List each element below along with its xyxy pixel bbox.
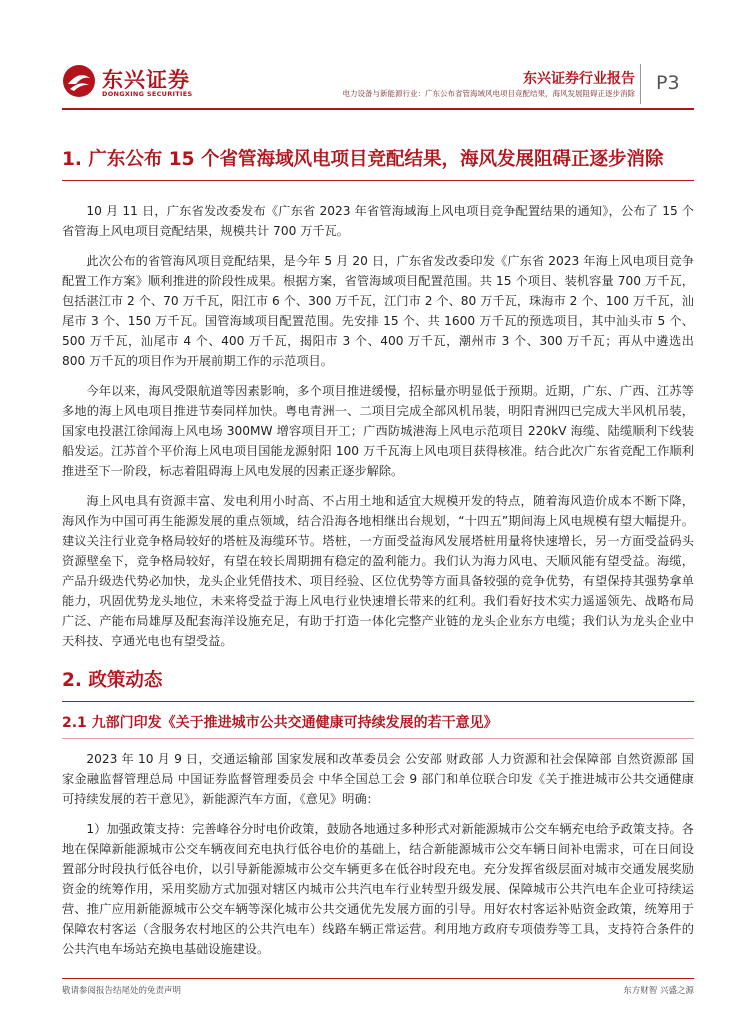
report-subtitle: 电力设备与新能源行业：广东公布省管海域风电项目竞配结果，海风发展阻碍正逐步消除 [342,89,635,98]
section-2-1-paragraph-1: 2023 年 10 月 9 日，交通运输部 国家发展和改革委员会 公安部 财政部 人力资源和社会保障部 自然资源部 国家金融监督管理总局 中国证券监督管理委员会 中华全国总工会 9 部门和单位联合印发《关于推进城市公共交通健康可持续发展的若干意见》，新能源汽车方面，《意见》明确： [62,752,694,806]
header-rule [62,108,694,110]
section-1-paragraph-4: 海上风电具有资源丰富、发电利用小时高、不占用土地和适宜大规模开发的特点，随着海风造价成本不断下降，海风作为中国可再生能源发展的重点领域，结合沿海各地相继出台规划，“十四五”期间海上风电规模有望大幅提升。建议关注行业竞争格局较好的塔桩及海缆环节。塔桩，一方面受益海风发展塔桩用量将快速增长，另一方面受益码头资源壁垒下，竞争格局较好，有望在较长周期拥有稳定的盈利能力。我们认为海力风电、天顺风能有望受益。海缆，产品升级迭代势必加快，龙头企业凭借技术、项目经验、区位优势等方面具备较强的竞争优势，有望保持其强势拿单能力，巩固优势龙头地位，未来将受益于海上风电行业快速增长带来的红利。我们看好技术实力遥遥领先、战略布局广泛、产能布局雄厚及配套海洋设施充足，有助于打造一体化完整产业链的龙头企业东方电缆；我们认为龙头企业中天科技、亨通光电也有望受益。 [62,494,694,648]
section-1-paragraph-3: 今年以来，海风受限航道等因素影响，多个项目推进缓慢，招标量亦明显低于预期。近期，广东、广西、江苏等多地的海上风电项目推进节奏同样加快。粤电青洲一、二项目完成全部风机吊装，明阳青洲四已完成大半风机吊装，国家电投湛江徐闻海上风电场 300MW 增容项目开工；广西防城港海上风电示范项目 220kV 海缆、陆缆顺利下线装船发运。江苏首个平价海上风电项目国能龙源射阳 100 万千瓦海上风电项目获得核准。结合此次广东省竞配工作顺利推进至下一阶段，标志着阻碍海上风电发展的因素正逐步解除。 [62,384,694,478]
page-footer [62,978,694,999]
section-1-heading: 1. 广东公布 15 个省管海域风电项目竞配结果，海风发展阻碍正逐步消除 [62,140,694,181]
section-2-1-paragraph-2: 1）加强政策支持：完善峰谷分时电价政策，鼓励各地通过多种形式对新能源城市公交车辆充电给予政策支持。各地在保障新能源城市公交车辆夜间充电执行低谷电价的基础上，结合新能源城市公交车辆日间补电需求，可在日间设置部分时段执行低谷电价，以引导新能源城市公交车辆更多在低谷时段充电。充分发挥省级层面对城市交通发展奖励资金的统筹作用，采用奖励方式加强对辖区内城市公共汽电车行业转型升级发展、保障城市公共汽电车企业可持续运营、推广应用新能源城市公交车辆等深化城市公共交通优先发展方面的引导。用好农村客运补贴资金政策，统筹用于保障农村客运（含服务农村地区的公共汽电车）线路车辆正常运营。利用地方政府专项债券等工具，支持符合条件的公共汽电车场站充换电基础设施建设。 [62,822,694,956]
page-number: P3 [656,72,680,94]
section-1-paragraph-1: 10 月 11 日，广东省发改委发布《广东省 2023 年省管海域海上风电项目竞争配置结果的通知》，公布了 15 个省管海上风电项目竞配结果，规模共计 700 万千瓦。 [62,204,694,238]
logo-english-name: DONGXING SECURITIES [102,90,193,98]
disclaimer-note: 敬请参阅报告结尾处的免责声明 [62,986,182,996]
section-2-1-heading: 2.1 九部门印发《关于推进城市公共交通健康可持续发展的若干意见》 [62,708,694,739]
section-2-heading: 2. 政策动态 [62,661,694,702]
main-content [62,140,694,959]
company-logo [62,62,192,102]
header-divider [640,64,641,104]
section-1-paragraph-2: 此次公布的省管海风项目竞配结果，是今年 5 月 20 日，广东省发改委印发《广东省 2023 年海上风电项目竞争配置工作方案》顺利推进的阶段性成果。根据方案，省管海域项目配置范围。共 15 个项目、装机容量 700 万千瓦，包括湛江市 2 个、70 万千瓦，阳江市 6 个、300 万千瓦，江门市 2 个、80 万千瓦，珠海市 2 个、100 万千瓦，汕尾市 3 个、150 万千瓦。国管海域项目配置范围。先安排 15 个、共 1600 万千瓦的预选项目，其中汕头市 5 个、500 万千瓦，汕尾市 4 个、400 万千瓦，揭阳市 3 个、400 万千瓦，潮州市 3 个、300 万千瓦；再从中遴选出 800 万千瓦的项目作为开展前期工作的示范项目。 [62,254,694,368]
logo-chinese-name: 东兴证券 [102,68,190,92]
footer-slogan: 东方财智 兴盛之源 [623,986,694,996]
logo-mark-icon [62,64,96,98]
page-header [0,0,755,120]
report-title: 东兴证券行业报告 [523,71,635,87]
